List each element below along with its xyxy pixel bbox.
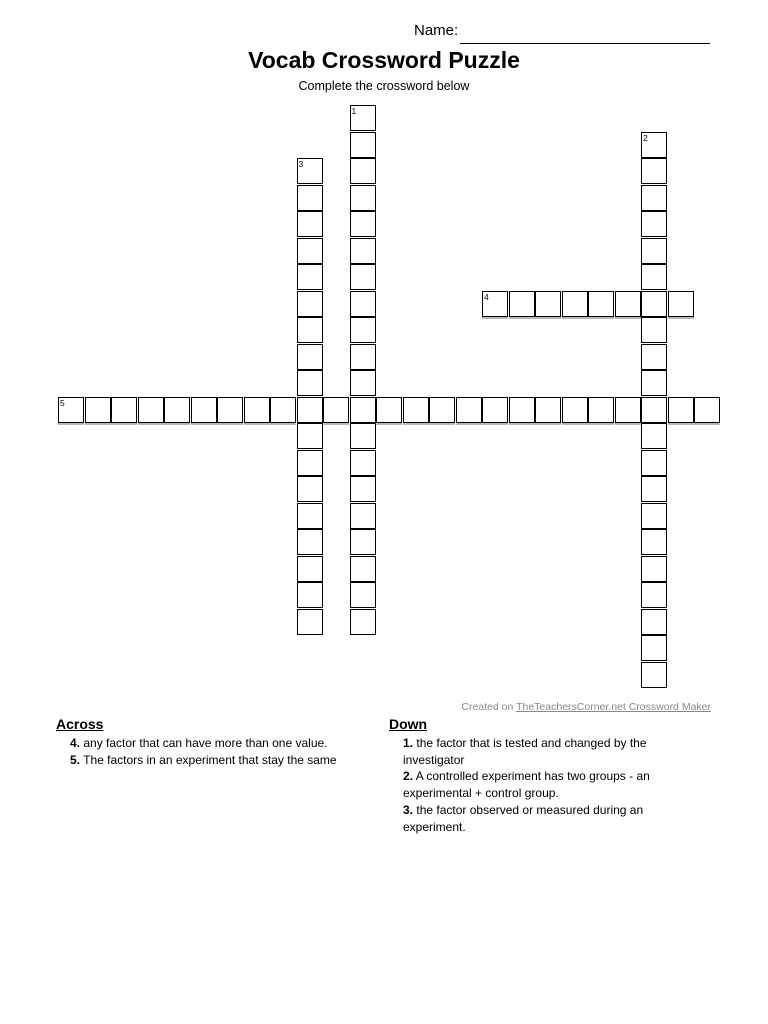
crossword-cell[interactable] [297,582,323,608]
crossword-cell[interactable] [297,344,323,370]
crossword-cell[interactable] [350,264,376,290]
crossword-cell[interactable] [456,397,482,423]
crossword-cell[interactable] [138,397,164,423]
crossword-cell[interactable] [615,291,641,317]
clue-number: 2. [403,769,414,784]
clue-down-1 [403,735,679,769]
down-clues [389,716,679,836]
crossword-cell[interactable] [350,291,376,317]
crossword-cell[interactable] [350,450,376,476]
crossword-cell[interactable] [350,238,376,264]
clue-text: the factor observed or measured during an experiment. [403,802,644,834]
clue-number-label: 5 [60,397,65,408]
clue-number-label: 3 [298,159,304,169]
crossword-cell[interactable] [376,397,402,423]
crossword-cell[interactable] [641,238,667,264]
crossword-cell[interactable] [297,211,323,237]
crossword-cell[interactable] [641,476,667,502]
crossword-cell[interactable] [668,397,694,423]
crossword-cell[interactable] [641,582,667,608]
crossword-cell[interactable] [270,397,296,423]
crossword-cell[interactable] [641,264,667,290]
crossword-cell[interactable] [350,132,376,158]
crossword-cell[interactable] [482,397,508,423]
crossword-cell[interactable] [641,344,667,370]
crossword-cell[interactable] [641,158,667,184]
crossword-cell[interactable] [350,344,376,370]
clue-text: the factor that is tested and changed by the investigator [403,735,647,767]
crossword-cell[interactable] [694,397,720,423]
page-title: Vocab Crossword Puzzle [248,47,520,73]
clue-text: any factor that can have more than one value. [83,735,328,750]
crossword-cell[interactable] [244,397,270,423]
crossword-cell[interactable] [323,397,349,423]
across-clues [56,716,376,768]
page-subtitle: Complete the crossword below [298,79,470,93]
credit-link[interactable]: TheTeachersCorner.net Crossword Maker [516,701,711,713]
crossword-cell[interactable] [297,291,323,317]
crossword-cell[interactable] [641,556,667,582]
crossword-cell[interactable] [562,397,588,423]
clue-number: 4. [70,735,81,750]
clue-text: A controlled experiment has two groups - an experimental + control group. [403,769,650,801]
clue-number: 3. [403,802,414,817]
crossword-cell[interactable] [350,317,376,343]
crossword-cell[interactable] [191,397,217,423]
clue-across-4 [70,735,376,752]
crossword-cell[interactable] [297,370,323,396]
crossword-cell[interactable] [641,423,667,449]
crossword-cell[interactable] [641,211,667,237]
crossword-cell[interactable] [297,397,323,423]
crossword-cell[interactable] [297,556,323,582]
crossword-cell[interactable] [85,397,111,423]
crossword-cell[interactable] [641,529,667,555]
crossword-cell[interactable] [350,609,376,635]
clue-down-2 [403,768,679,802]
credit-prefix: Created on [461,701,517,713]
across-heading: Across [56,716,104,732]
crossword-cell[interactable] [641,450,667,476]
clue-number-label: 1 [351,106,357,116]
crossword-cell[interactable] [615,397,641,423]
clue-number: 1. [403,735,414,750]
crossword-cell[interactable] [350,556,376,582]
crossword-cell[interactable] [111,397,137,423]
crossword-cell[interactable] [535,397,561,423]
clue-number-label: 4 [484,291,489,302]
crossword-cell[interactable] [217,397,243,423]
clue-across-5 [70,752,376,769]
clue-text: The factors in an experiment that stay the same [83,752,337,767]
crossword-cell[interactable] [350,423,376,449]
crossword-cell[interactable] [350,529,376,555]
clue-number-label: 2 [643,132,648,143]
crossword-cell[interactable] [350,397,376,423]
crossword-cell[interactable] [641,370,667,396]
crossword-cell[interactable] [641,291,667,317]
crossword-cell[interactable] [562,291,588,317]
crossword-cell[interactable] [164,397,190,423]
crossword-cell[interactable] [641,185,667,211]
crossword-cell[interactable] [641,397,667,423]
crossword-cell[interactable] [350,185,376,211]
crossword-cell[interactable] [350,211,376,237]
crossword-cell[interactable] [297,423,323,449]
crossword-cell[interactable] [297,529,323,555]
crossword-cell[interactable] [297,264,323,290]
crossword-cell[interactable] [641,609,667,635]
crossword-cell[interactable] [297,317,323,343]
down-heading: Down [389,716,428,732]
crossword-cell[interactable] [297,476,323,502]
name-label: Name: [414,22,459,39]
crossword-cell[interactable] [297,609,323,635]
crossword-cell[interactable] [641,317,667,343]
crossword-cell[interactable] [297,238,323,264]
crossword-cell[interactable] [535,291,561,317]
crossword-cell[interactable] [588,291,614,317]
crossword-cell[interactable] [429,397,455,423]
crossword-cell[interactable] [641,635,667,661]
crossword-cell[interactable] [350,158,376,184]
crossword-cell[interactable] [297,185,323,211]
crossword-cell[interactable] [509,397,535,423]
crossword-cell[interactable] [641,503,667,529]
crossword-cell[interactable] [668,291,694,317]
crossword-cell[interactable] [641,662,667,688]
crossword-cell[interactable] [509,291,535,317]
clue-number: 5. [70,752,81,767]
crossword-cell[interactable] [297,503,323,529]
crossword-cell[interactable] [350,476,376,502]
crossword-cell[interactable] [350,503,376,529]
crossword-cell[interactable] [350,582,376,608]
crossword-cell[interactable] [297,450,323,476]
crossword-cell[interactable] [588,397,614,423]
clue-down-3 [403,802,679,836]
credit-line [461,701,711,713]
crossword-cell[interactable] [350,370,376,396]
crossword-cell[interactable] [403,397,429,423]
